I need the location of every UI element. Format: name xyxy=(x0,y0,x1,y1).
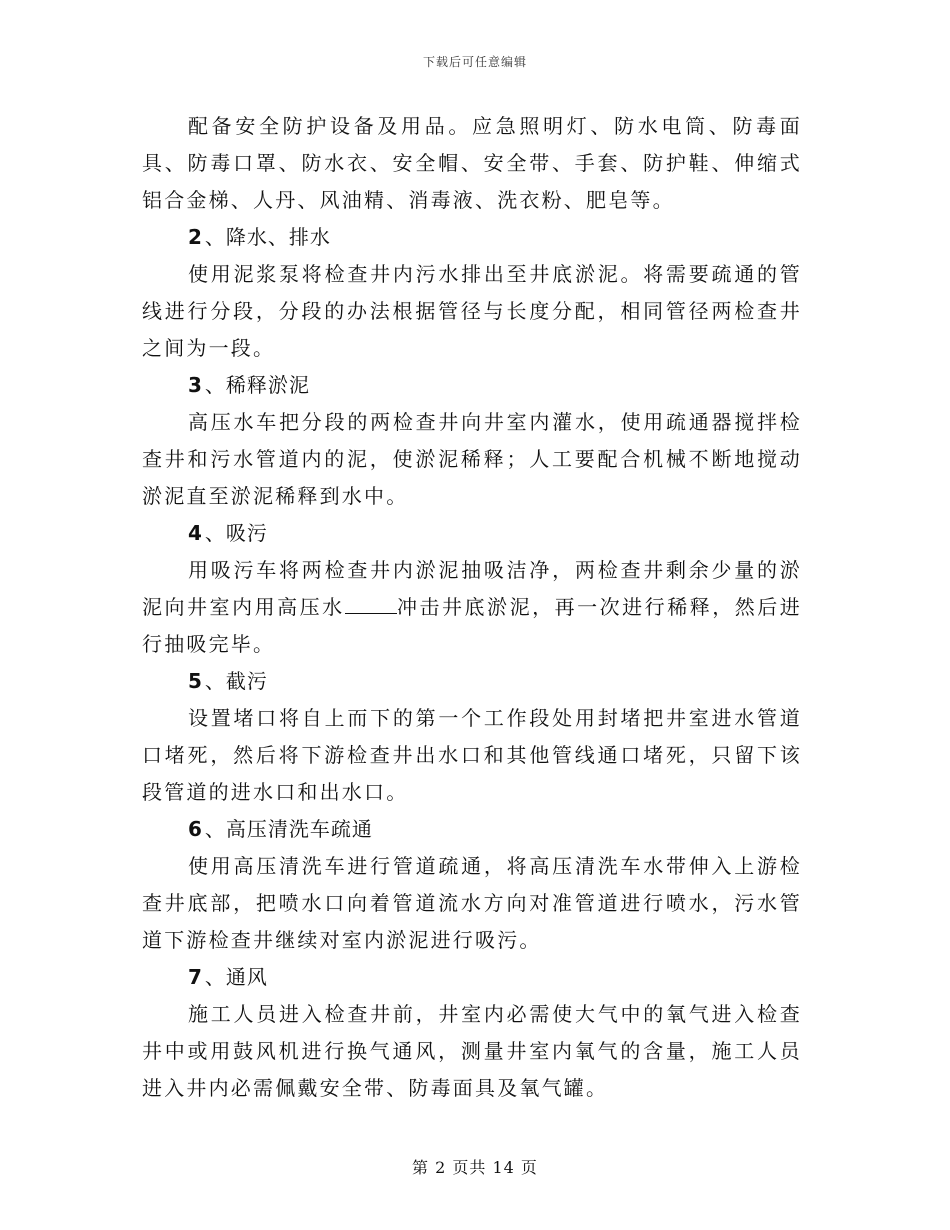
section-title: 、降水、排水 xyxy=(204,225,331,249)
section-heading-5 xyxy=(142,663,802,700)
section-number: 3 xyxy=(188,373,203,397)
section-number: 5 xyxy=(188,669,203,693)
page-number-footer: 第 2 页共 14 页 xyxy=(412,1158,538,1177)
section-body-3: 高压水车把分段的两检查井向井室内灌水，使用疏通器搅拌检查井和污水管道内的泥，使淤泥稀释；人工要配合机械不断地搅动淤泥直至淤泥稀释到水中。 xyxy=(142,410,802,508)
section-title: 、高压清洗车疏通 xyxy=(204,817,373,841)
intro-paragraph: 配备安全防护设备及用品。应急照明灯、防水电筒、防毒面具、防毒口罩、防水衣、安全帽、安全带、手套、防护鞋、伸缩式铝合金梯、人丹、风油精、消毒液、洗衣粉、肥皂等。 xyxy=(142,114,802,212)
document-body xyxy=(142,108,802,1107)
section-title: 、吸污 xyxy=(204,521,268,545)
section-number: 6 xyxy=(188,817,203,841)
section-heading-7 xyxy=(142,959,802,996)
section-body-7: 施工人员进入检查井前，井室内必需使大气中的氧气进入检查井中或用鼓风机进行换气通风，测量井室内氧气的含量，施工人员进入井内必需佩戴安全带、防毒面具及氧气罐。 xyxy=(142,1002,802,1100)
section-heading-3 xyxy=(142,367,802,404)
section-heading-2 xyxy=(142,219,802,256)
section-body-5: 设置堵口将自上而下的第一个工作段处用封堵把井室进水管道口堵死，然后将下游检查井出水口和其他管线通口堵死，只留下该段管道的进水口和出水口。 xyxy=(142,706,802,804)
section-body-text: 冲击井底淤泥，再一次进行稀释，然后进行抽吸完毕。 xyxy=(142,595,802,656)
section-number: 2 xyxy=(188,225,203,249)
section-body-2: 使用泥浆泵将检查井内污水排出至井底淤泥。将需要疏通的管线进行分段，分段的办法根据管径与长度分配，相同管径两检查井之间为一段。 xyxy=(142,262,802,360)
section-body-4 xyxy=(142,552,802,663)
fill-in-blank xyxy=(345,595,397,614)
section-heading-6 xyxy=(142,811,802,848)
section-body-text: 用吸污车将两检查井内淤泥抽吸洁净，两检查井剩余少量的淤泥向井室内用高压水 xyxy=(142,558,802,619)
section-body-6: 使用高压清洗车进行管道疏通，将高压清洗车水带伸入上游检查井底部，把喷水口向着管道流水方向对准管道进行喷水，污水管道下游检查井继续对室内淤泥进行吸污。 xyxy=(142,854,802,952)
section-title: 、通风 xyxy=(204,965,268,989)
section-number: 7 xyxy=(188,965,203,989)
header-note: 下载后可任意编辑 xyxy=(422,55,527,69)
section-title: 、稀释淤泥 xyxy=(204,373,310,397)
section-number: 4 xyxy=(188,521,203,545)
section-title: 、截污 xyxy=(204,669,268,693)
section-heading-4 xyxy=(142,515,802,552)
